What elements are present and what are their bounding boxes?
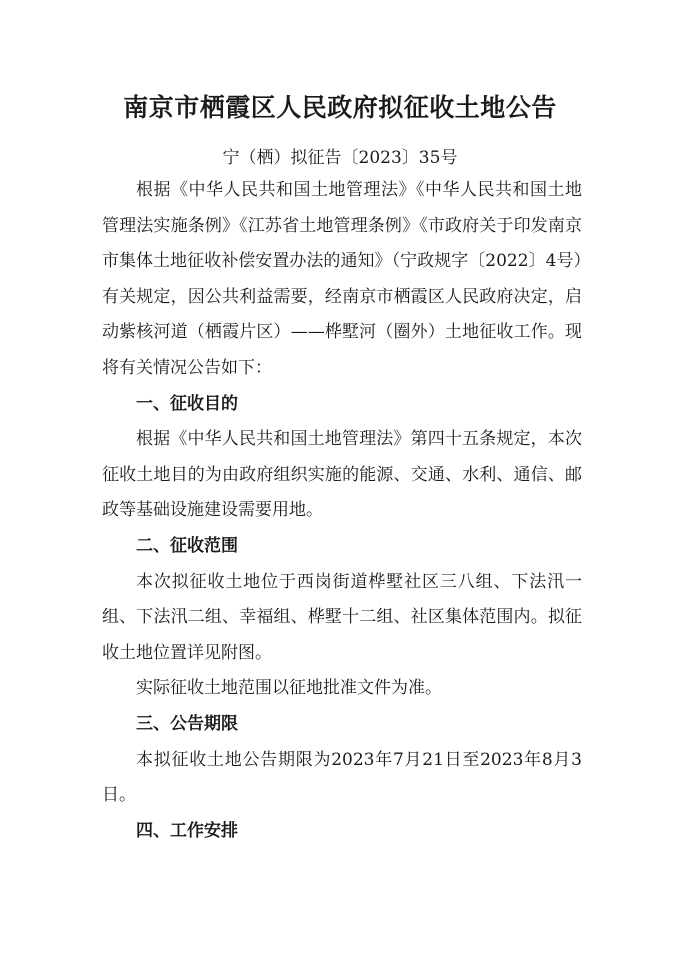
intro-paragraph: 根据《中华人民共和国土地管理法》《中华人民共和国土地管理法实施条例》《江苏省土地管理条例》《市政府关于印发南京市集体土地征收补偿安置办法的通知》（宁政规字〔2022〕4号）有关规定，因公共利益需要，经南京市栖霞区人民政府决定，启动紫核河道（栖霞片区）——桦墅河（圈外）土地征收工作。现将有关情况公告如下：	[102, 180, 582, 378]
section-paragraph: 实际征收土地范围以征地批准文件为准。	[136, 678, 442, 699]
section-heading-period: 三、公告期限	[136, 713, 238, 734]
section-paragraph: 根据《中华人民共和国土地管理法》第四十五条规定，本次征收土地目的为由政府组织实施的能源、交通、水利、通信、邮政等基础设施建设需要用地。	[102, 429, 582, 521]
document-title: 南京市栖霞区人民政府拟征收土地公告	[123, 93, 557, 122]
document-number: 宁（栖）拟征告〔2023〕35号	[222, 148, 458, 168]
section-paragraph: 本次拟征收土地位于西岗街道桦墅社区三八组、下法汛一组、下法汛二组、幸福组、桦墅十二组、社区集体范围内。拟征收土地位置详见附图。	[102, 571, 582, 663]
section-paragraph: 本拟征收土地公告期限为2023年7月21日至2023年8月3日。	[102, 749, 582, 806]
section-heading-arrangement: 四、工作安排	[136, 820, 238, 841]
section-heading-scope: 二、征收范围	[136, 535, 238, 556]
document-body	[102, 173, 582, 849]
section-heading-purpose: 一、征收目的	[136, 393, 238, 414]
